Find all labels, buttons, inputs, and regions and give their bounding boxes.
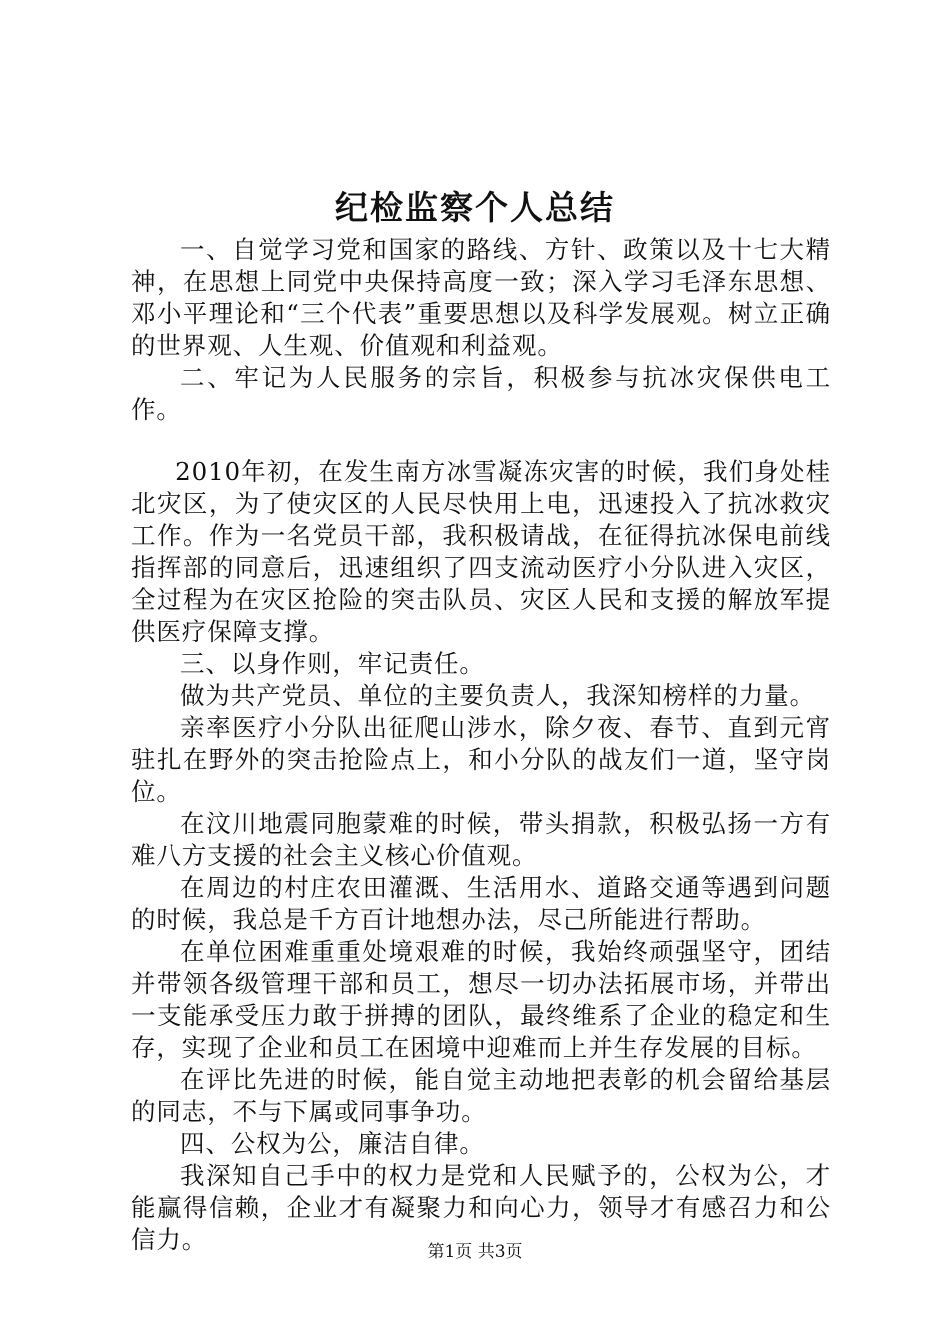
document-body — [131, 234, 831, 1256]
paragraph-12: 我深知自己手中的权力是党和人民赋予的，公权为公，才能赢得信赖，企业才有凝聚力和向心力，领导才有感召力和公信力。 — [131, 1161, 831, 1254]
paragraph-2: 二、牢记为人民服务的宗旨，积极参与抗冰灾保供电工作。 — [131, 363, 831, 424]
paragraph-10: 在评比先进的时候，能自觉主动地把表彰的机会留给基层的同志，不与下属或同事争功。 — [131, 1065, 831, 1126]
paragraph-1: 一、自觉学习党和国家的路线、方针、政策以及十七大精神，在思想上同党中央保持高度一致；深入学习毛泽东思想、邓小平理论和“三个代表”重要思想以及科学发展观。树立正确的世界观、人生观、价值观和利益观。 — [131, 235, 831, 360]
paragraph-6: 亲率医疗小分队出征爬山涉水，除夕夜、春节、直到元宵驻扎在野外的突击抢险点上，和小分队的战友们一道，坚守岗位。 — [131, 713, 831, 806]
paragraph-5: 做为共产党员、单位的主要负责人，我深知榜样的力量。 — [180, 681, 815, 710]
document-title: 纪检监察个人总结 — [335, 188, 615, 227]
paragraph-9: 在单位困难重重处境艰难的时候，我始终顽强坚守，团结并带领各级管理干部和员工，想尽一切办法拓展市场，并带出一支能承受压力敢于拼搏的团队，最终维系了企业的稳定和生存，实现了企业和员工在困境中迎难而上并生存发展的目标。 — [131, 937, 831, 1062]
paragraph-spacer — [131, 426, 831, 456]
paragraph-4: 三、以身作则，牢记责任。 — [180, 649, 485, 678]
paragraph-11: 四、公权为公，廉洁自律。 — [180, 1129, 485, 1158]
paragraph-8: 在周边的村庄农田灌溉、生活用水、道路交通等遇到问题的时候，我总是千方百计地想办法，尽己所能进行帮助。 — [131, 873, 831, 934]
paragraph-3: 2010年初，在发生南方冰雪凝冻灾害的时候，我们身处桂北灾区，为了使灾区的人民尽快用上电，迅速投入了抗冰救灾工作。作为一名党员干部，我积极请战，在征得抗冰保电前线指挥部的同意后，迅速组织了四支流动医疗小分队进入灾区，全过程为在灾区抢险的突击队员、灾区人民和支援的解放军提供医疗保障支撑。 — [131, 457, 831, 646]
paragraph-7: 在汶川地震同胞蒙难的时候，带头捐款，积极弘扬一方有难八方支援的社会主义核心价值观。 — [131, 809, 831, 870]
page-number-footer: 第1页 共3页 — [427, 1242, 523, 1262]
